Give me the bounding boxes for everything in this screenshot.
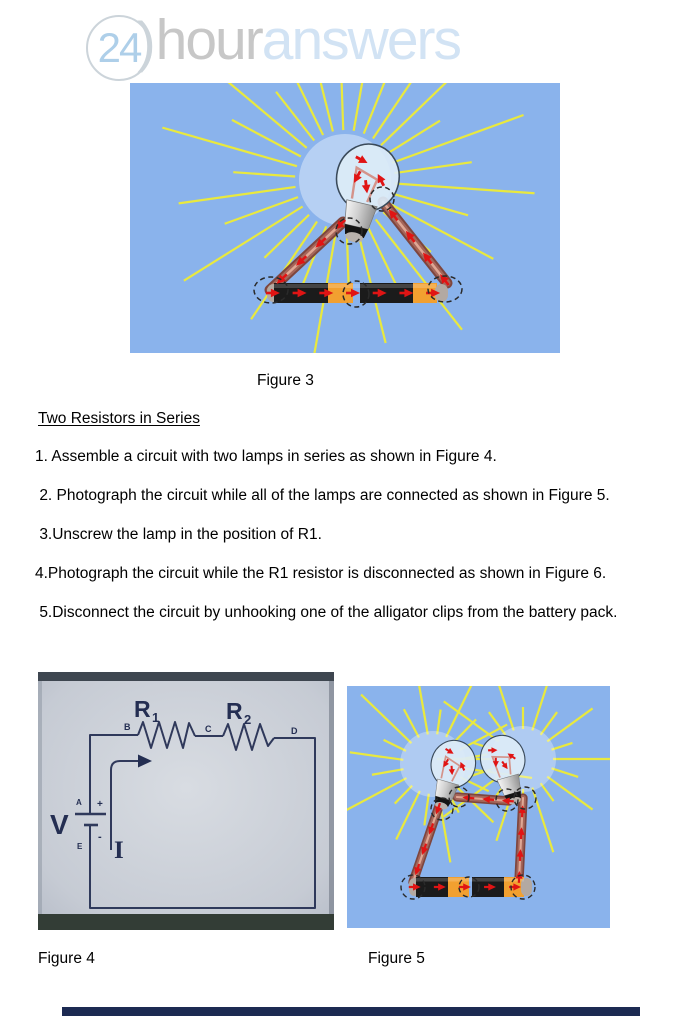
svg-text:B: B [124,722,131,732]
photo-paper [38,672,334,930]
step-1: 1. Assemble a circuit with two lamps in series as shown in Figure 4. [35,448,497,465]
logo-number: 24 [97,24,141,71]
figure5-image [347,686,610,928]
svg-text:2: 2 [244,712,252,727]
logo-paren: ) [137,10,156,73]
svg-text:I: I [114,837,124,864]
figure4-diagram [38,672,334,930]
figure3-illustration [130,83,560,353]
svg-text:E: E [77,842,83,851]
figure5-caption: Figure 5 [368,950,425,967]
step-3: 3.Unscrew the lamp in the position of R1. [35,526,322,543]
figure3-image [130,83,560,353]
next-image-edge [62,1007,640,1016]
svg-text:C: C [205,724,212,734]
site-logo [86,6,460,81]
svg-text:1: 1 [152,710,160,725]
step-5: 5.Disconnect the circuit by unhooking one of the alligator clips from the battery pack. [35,604,618,621]
svg-text:D: D [291,726,298,736]
logo-word-answers: answers [261,8,460,72]
svg-text:R: R [226,698,243,724]
figure4-image [38,672,334,930]
logo-word-hour: hour [155,8,262,72]
step-4: 4.Photograph the circuit while the R1 resistor is disconnected as shown in Figure 6. [35,565,607,582]
section-heading: Two Resistors in Series [38,410,200,427]
svg-text:V: V [50,809,69,840]
figure5-illustration [347,686,610,928]
step-2: 2. Photograph the circuit while all of the lamps are connected as shown in Figure 5. [35,487,610,504]
figure3-caption: Figure 3 [257,372,314,389]
figure4-caption: Figure 4 [38,950,95,967]
svg-text:-: - [98,831,102,843]
svg-text:+: + [97,799,103,810]
svg-text:A: A [76,798,82,807]
instruction-list [35,449,684,644]
svg-text:R: R [134,696,151,722]
